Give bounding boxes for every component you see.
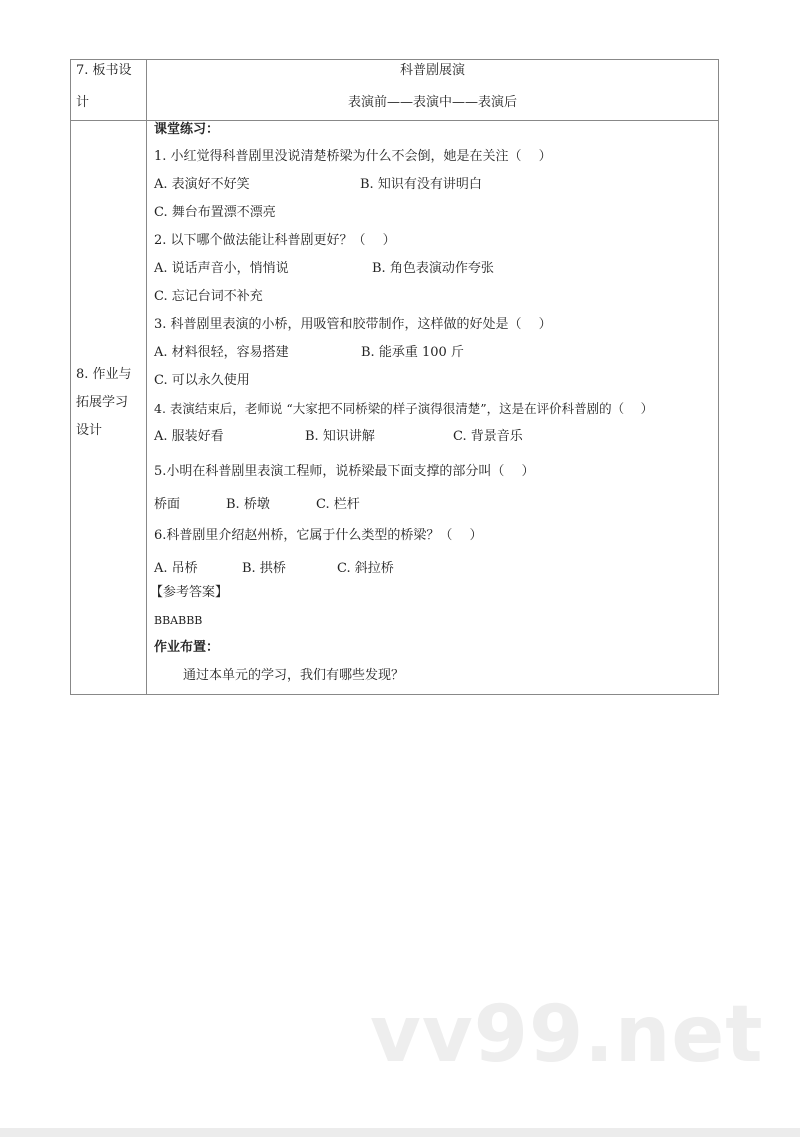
q4-option-c: C. 背景音乐 [453,429,523,444]
row7-label-2: 计 [76,95,90,110]
q6-option-b: B. 拱桥 [242,561,286,576]
q2-option-b: B. 角色表演动作夸张 [372,261,494,276]
homework-heading: 作业布置： [154,640,220,655]
q1-option-b: B. 知识有没有讲明白 [360,177,482,192]
answers: BBABBB [154,614,203,627]
row8-label-3: 设计 [76,423,103,438]
q4-option-b: B. 知识讲解 [305,429,375,444]
question-4: 4. 表演结束后，老师说 “大家把不同桥梁的样子演得很清楚”，这是在评价科普剧的（ ） [154,401,654,416]
page-bottom-edge [0,1128,800,1137]
table-border-bottom [70,694,719,695]
homework-text: 通过本单元的学习，我们有哪些发现？ [183,668,405,683]
q4-option-a: A. 服装好看 [154,429,224,444]
question-6: 6.科普剧里介绍赵州桥，它属于什么类型的桥梁？（ ） [154,528,483,543]
question-2: 2. 以下哪个做法能让科普剧更好？（ ） [154,233,396,248]
question-5: 5.小明在科普剧里表演工程师，说桥梁最下面支撑的部分叫（ ） [154,464,535,479]
q6-option-c: C. 斜拉桥 [337,561,394,576]
question-3: 3. 科普剧里表演的小桥，用吸管和胶带制作，这样做的好处是（ ） [154,317,552,332]
table-border-left [70,59,71,695]
answer-heading: 【参考答案】 [150,585,229,600]
row7-label-1: 7. 板书设 [76,63,132,78]
q3-option-c: C. 可以永久使用 [154,373,250,388]
q5-option-c: C. 栏杆 [316,497,360,512]
q3-option-a: A. 材料很轻，容易搭建 [154,345,289,360]
q3-option-b: B. 能承重 100 斤 [361,345,464,360]
q2-option-c: C. 忘记台词不补充 [154,289,263,304]
row8-label-1: 8. 作业与 [76,367,132,382]
q6-option-a: A. 吊桥 [154,561,198,576]
q1-option-c: C. 舞台布置漂不漂亮 [154,205,276,220]
table-border-right [718,59,719,695]
row-divider [70,120,719,121]
board-title: 科普剧展演 [399,63,465,78]
q1-option-a: A. 表演好不好笑 [154,177,250,192]
table-border-top [70,59,719,60]
question-1: 1. 小红觉得科普剧里没说清楚桥梁为什么不会倒，她是在关注（ ） [154,149,552,164]
practice-heading: 课堂练习： [154,122,220,137]
column-divider [146,59,147,695]
board-flow: 表演前——表演中——表演后 [347,95,517,110]
q5-option-a: 桥面 [154,497,181,512]
q5-option-b: B. 桥墩 [226,497,270,512]
q2-option-a: A. 说话声音小，悄悄说 [154,261,289,276]
watermark: vv99.net [370,990,764,1080]
row8-label-2: 拓展学习 [76,395,129,410]
